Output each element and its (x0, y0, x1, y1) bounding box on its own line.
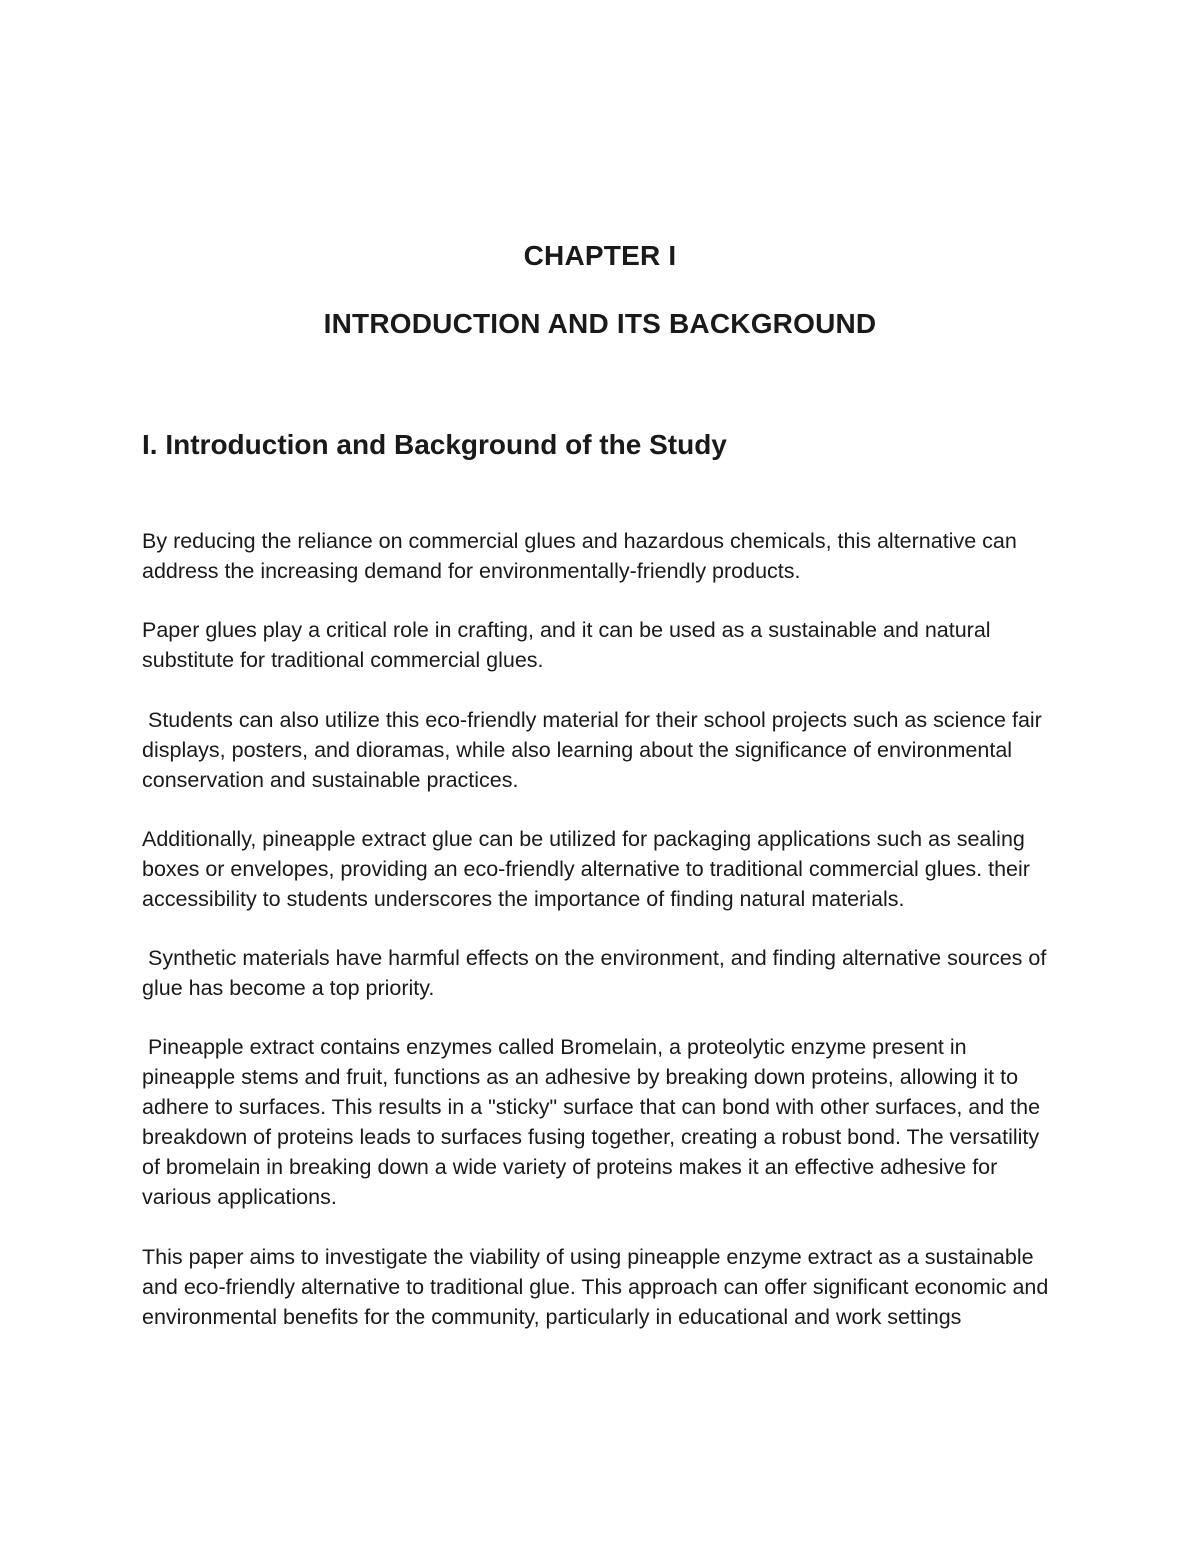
section-heading: I. Introduction and Background of the Study (142, 429, 727, 460)
body-text (142, 526, 1062, 1361)
paragraph: Paper glues play a critical role in crafting, and it can be used as a sustainable and natural substitute for traditional commercial glues. (142, 618, 997, 673)
chapter-subtitle: INTRODUCTION AND ITS BACKGROUND (323, 308, 877, 339)
paragraph: This paper aims to investigate the viability of using pineapple enzyme extract as a sustainable and eco-friendly alternative to traditional glue. This approach can offer significant economic and environmental benefits for the community, particularly in educational and work settings (142, 1244, 1055, 1329)
paragraph: Additionally, pineapple extract glue can be utilized for packaging applications such as sealing boxes or envelopes, providing an eco-friendly alternative to traditional commercial glues. their accessibility to students underscores the importance of finding natural materials. (142, 826, 1036, 911)
paragraph: By reducing the reliance on commercial glues and hazardous chemicals, this alternative can address the increasing demand for environmentally-friendly products. (142, 529, 1023, 583)
paragraph: Synthetic materials have harmful effects on the environment, and finding alternative sources of glue has become a top priority. (142, 946, 1053, 1001)
paragraph: Students can also utilize this eco-friendly material for their school projects such as science fair displays, posters, and dioramas, while also learning about the significance of environmental conservation and sustainable practices. (142, 707, 1048, 792)
paragraph: Pineapple extract contains enzymes called Bromelain, a proteolytic enzyme present in pineapple stems and fruit, functions as an adhesive by breaking down proteins, allowing it to adhere to surfaces. This results in a "sticky" surface that can bond with other surfaces, and the breakdown of proteins leads to surfaces fusing together, creating a robust bond. The versatility of bromelain in breaking down a wide variety of proteins makes it an effective adhesive for various applications. (142, 1035, 1047, 1210)
chapter-title: CHAPTER I (523, 240, 677, 271)
